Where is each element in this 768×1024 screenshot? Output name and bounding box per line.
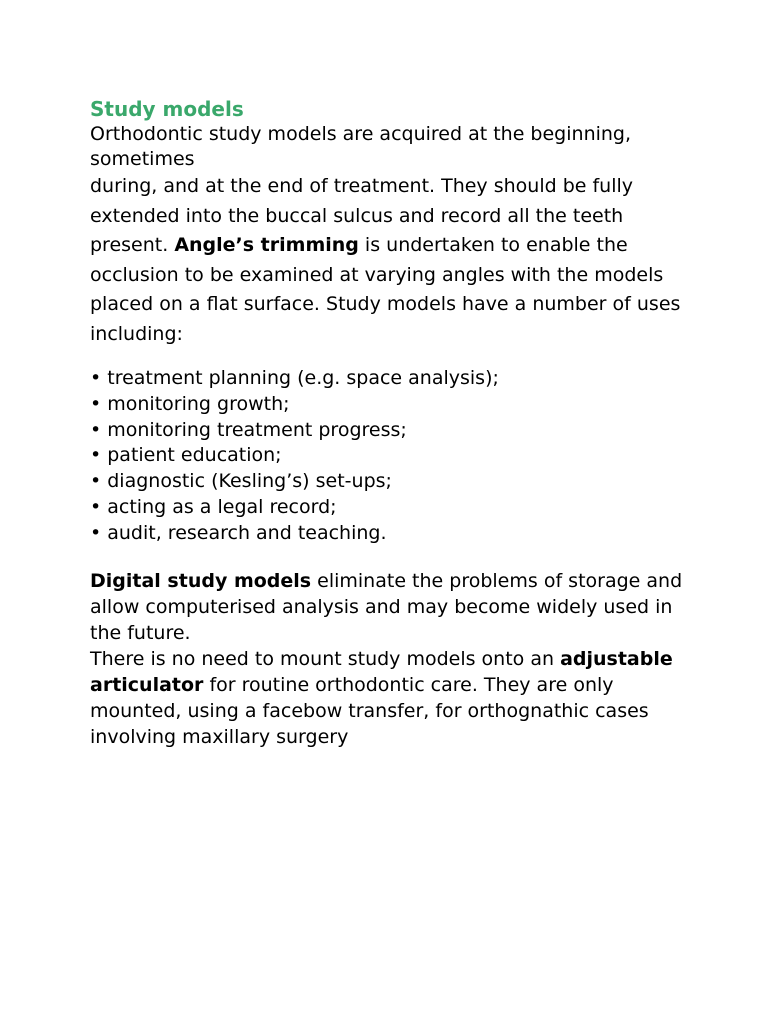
document-page [90, 96, 690, 748]
list-item: • diagnostic (Kesling’s) set-ups; [90, 470, 392, 493]
section-heading: Study models [90, 97, 244, 121]
intro-paragraph-start: Orthodontic study models are acquired at the beginning, sometimes [90, 123, 632, 170]
list-item: • audit, research and teaching. [90, 521, 387, 544]
articulator-text-before: There is no need to mount study models onto an [90, 648, 561, 670]
digital-models-text: eliminate the problems of storage and allow computerised analysis and may become widely used in the future. [90, 570, 683, 644]
list-item: • monitoring treatment progress; [90, 418, 407, 441]
articulator-paragraph [90, 646, 690, 750]
list-item: • treatment planning (e.g. space analysis); [90, 367, 499, 389]
list-item: • monitoring growth; [90, 392, 290, 415]
articulator-text-after: for routine orthodontic care. They are only mounted, using a facebow transfer, for orthognathic cases involving maxillary surgery [90, 674, 649, 748]
uses-list [90, 366, 499, 547]
intro-text-after: is undertaken to enable the occlusion to be examined at varying angles with the models placed on a flat surface. Study models have a number of uses including: [90, 234, 681, 345]
list-item: • acting as a legal record; [90, 495, 337, 518]
intro-paragraph [90, 172, 690, 349]
adjustable-articulator-term: adjustable articulator [90, 648, 673, 696]
digital-study-models-term: Digital study models [90, 570, 312, 592]
list-item: • patient education; [90, 444, 282, 467]
intro-text-before: during, and at the end of treatment. They should be fully extended into the buccal sulcus and record all the teeth present. [90, 175, 634, 256]
closing-section [90, 568, 690, 750]
angles-trimming-term: Angle’s trimming [174, 234, 359, 256]
digital-models-paragraph [90, 568, 690, 646]
